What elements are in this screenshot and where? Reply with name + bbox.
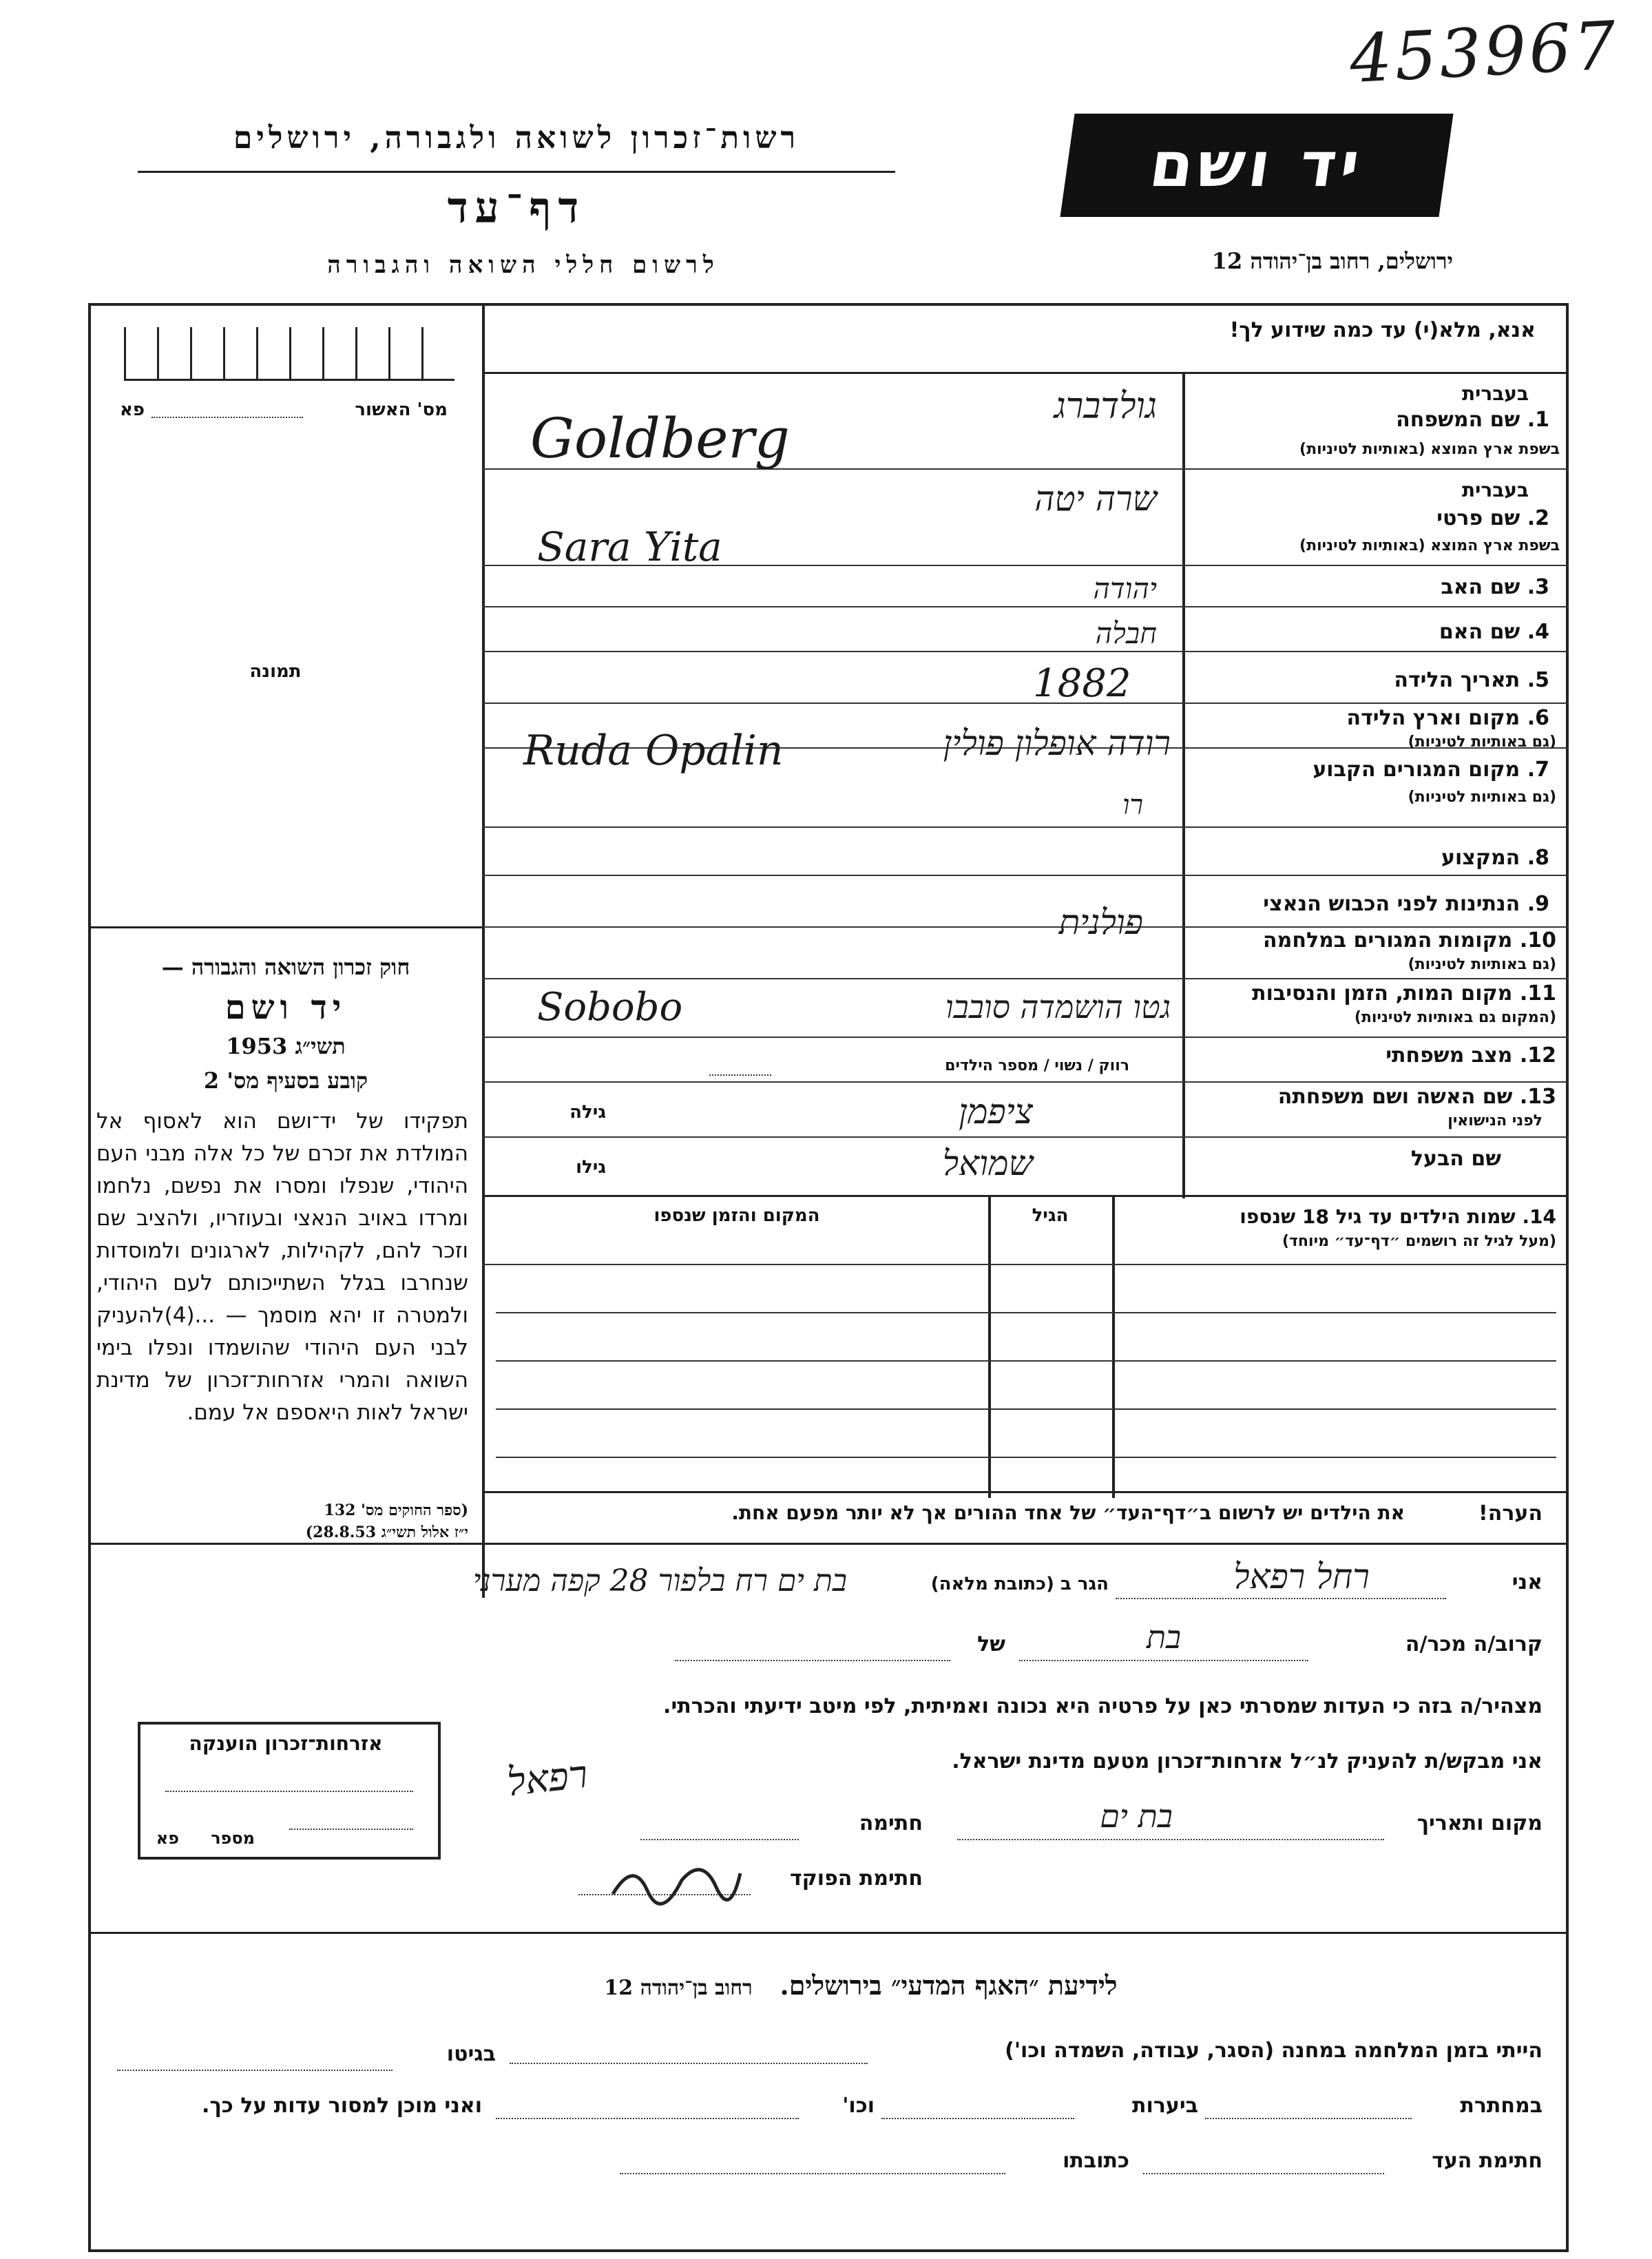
- place-date-value: בת ים: [1100, 1798, 1173, 1835]
- law-name: יד ושם: [224, 988, 347, 1027]
- field-1-hebrew-tag: בעברית: [1461, 382, 1529, 405]
- field-13-value: ציפמן: [959, 1092, 1033, 1132]
- field-4-label: [1184, 620, 1549, 644]
- field-4-value: חבלה: [1095, 616, 1157, 650]
- law-year: תשי״ג 1953: [226, 1033, 346, 1059]
- field-12-name: מצב משפחתי: [1386, 1043, 1513, 1068]
- logo-text: יד ושם: [1145, 129, 1368, 201]
- children-col-divider: [1112, 1195, 1115, 1498]
- wife-age-label: גילה: [569, 1102, 606, 1123]
- signature-label: חתימה: [859, 1811, 923, 1835]
- header-underline: [138, 171, 895, 173]
- field-9-label: [1184, 892, 1549, 916]
- row-sep: [482, 606, 1569, 607]
- field-7-name: מקום המגורים הקבוע: [1313, 758, 1520, 782]
- footer-line3a: חתימת העד: [1432, 2149, 1543, 2173]
- field-12-label: [1184, 1043, 1556, 1068]
- field-6-value-hebrew: רודה אופלון פולין: [943, 723, 1171, 763]
- children-place-header: המקום והזמן שנספו: [654, 1205, 820, 1226]
- field-8-num: 8.: [1527, 846, 1549, 870]
- field-2-name: שם פרטי: [1436, 506, 1520, 530]
- law-reference-1: (ספר החוקים מס' 132: [324, 1501, 468, 1519]
- field-1-value-hebrew: גולדברג: [1054, 386, 1157, 427]
- law-text: תפקידו של יד־ושם הוא לאסוף אל המולדת את זכרם של כל אלה מבני העם היהודי, שנפלו ומסרו את נפשם, נלחמו ומרדו באויב הנאצי ובעוזריו, ולהציב שם וזכר להם, לקהילות, לארגונים ולמוסדות שנחרבו בגלל השתייכותם לעם היהודי, ולמטרה זו יהא מוסמך — ...(4)להעניק לבני העם היהודי שהושמדו ונפלו בימי השואה והמרי אזרחות־זכרון של מדינת ישראל לאות היאספם אל עמם.: [96, 1109, 468, 1425]
- decl-i-label: אני: [1512, 1570, 1543, 1594]
- field-2-value-latin: Sara Yita: [537, 523, 722, 570]
- footer-line2c-blank: [496, 2118, 799, 2119]
- field-2-hebrew-tag: בעברית: [1461, 479, 1529, 501]
- field-7-value: רו: [1122, 789, 1143, 821]
- authority-name: רשות־זכרון לשואה ולגבורה, ירושלים: [233, 121, 800, 156]
- relation-label: קרוב/ה מכר/ה: [1405, 1632, 1543, 1656]
- field-5-value: 1882: [1033, 661, 1131, 706]
- children-row-line: [496, 1312, 1556, 1313]
- children-row-line: [496, 1408, 1556, 1410]
- footer-top-line: [88, 1932, 1569, 1934]
- request-text: אני מבקש/ת להעניק לנ״ל אזרחות־זכרון מטעם מדינת ישראל.: [952, 1749, 1543, 1773]
- children-row-line: [496, 1360, 1556, 1362]
- field-6-label: [1184, 706, 1549, 730]
- note-bottom-line: [88, 1543, 1569, 1545]
- field-1-label: [1184, 408, 1549, 432]
- husband-value: שמואל: [942, 1143, 1033, 1183]
- field-3-value: יהודה: [1093, 572, 1157, 605]
- citizenship-number-label: מספר: [211, 1829, 255, 1848]
- place-date-label: מקום ותאריך: [1416, 1811, 1543, 1835]
- row-sep: [482, 1195, 1569, 1197]
- row-sep: [482, 978, 1569, 979]
- footer-line2b: ביערות: [1132, 2094, 1198, 2118]
- field-11-num: 11.: [1519, 981, 1556, 1006]
- field-9-value: פולנית: [1058, 902, 1143, 942]
- children-num: 14.: [1522, 1205, 1556, 1228]
- intro-text: אנא, מלא(י) עד כמה שידוע לך!: [1229, 318, 1536, 342]
- row-sep: [482, 1136, 1569, 1138]
- signature-value: רפאל: [505, 1752, 590, 1805]
- address-value: בת ים רח בלפור 28 קפה מערני: [472, 1563, 847, 1599]
- law-title: חוק זכרון השואה והגבורה —: [161, 954, 410, 980]
- relation-value: בת: [1146, 1618, 1182, 1656]
- note-label: הערה!: [1478, 1501, 1543, 1526]
- approval-boxes: [124, 327, 454, 381]
- children-label: [1116, 1205, 1556, 1228]
- citizenship-line: [289, 1829, 413, 1830]
- citizenship-number-suffix: פא: [156, 1829, 179, 1848]
- field-4-num: 4.: [1527, 620, 1549, 644]
- row-sep: [482, 1037, 1569, 1038]
- field-12-num: 12.: [1519, 1043, 1556, 1068]
- field-10-name: מקומות המגורים במלחמה: [1263, 928, 1513, 952]
- field-6-value-latin: Ruda Opalin: [523, 727, 784, 775]
- footer-line2d: ואני מוכן למסור עדות על כך.: [202, 2094, 482, 2118]
- row-sep: [482, 875, 1569, 876]
- row-sep: [482, 1081, 1569, 1083]
- field-11-name: מקום המות, הזמן והנסיבות: [1252, 981, 1513, 1006]
- signature-line: [640, 1839, 799, 1840]
- field-7-label: [1184, 758, 1549, 782]
- footer-line2c: וכו': [842, 2094, 875, 2118]
- citizenship-title: אזרחות־זכרון הוענקה: [189, 1732, 383, 1755]
- field-11-sub: (המקום גם באותיות לטיניות): [1354, 1009, 1556, 1026]
- field-9-num: 9.: [1527, 892, 1549, 916]
- witness-name: רחל רפאל: [1233, 1557, 1370, 1596]
- note-text: את הילדים יש לרשום ב״דף־העד״ של אחד ההורים אך לא יותר מפעם אחת.: [731, 1501, 1405, 1524]
- field-2-num: 2.: [1527, 506, 1549, 530]
- law-reference-2: י״ז אלול תשי״ג 28.8.53): [305, 1523, 468, 1541]
- header-address: ירושלים, רחוב בן־יהודה 12: [1211, 248, 1453, 274]
- footer-line1-blank: [510, 2063, 868, 2064]
- field-11-label: [1184, 981, 1556, 1006]
- footer-line3b-blank: [620, 2173, 1005, 2174]
- field-5-num: 5.: [1527, 668, 1549, 692]
- residing-label: הגר ב (כתובת מלאה): [930, 1574, 1109, 1594]
- footer-line3b: כתובתו: [1063, 2149, 1129, 2173]
- field-5-label: [1184, 668, 1549, 692]
- approval-number-label: מס' האשור: [355, 399, 448, 420]
- footer-line1a: הייתי בזמן המלחמה במחנה (הסגר, עבודה, השמדה וכו'): [1005, 2039, 1543, 2063]
- field-1-name: שם המשפחה: [1396, 408, 1520, 432]
- statement-text: מצהיר/ה בזה כי העדות שמסרתי כאן על פרטיה היא נכונה ואמיתית, לפי מיטב ידיעתי והכרתי.: [663, 1694, 1543, 1718]
- law-clause: קובע בסעיף מס' 2: [203, 1068, 368, 1094]
- row-sep: [482, 826, 1569, 828]
- field-12-sub: רווק / נשוי / מספר הילדים: [945, 1057, 1129, 1074]
- officer-signature-icon: [606, 1853, 744, 1908]
- field-10-num: 10.: [1519, 928, 1556, 952]
- yad-vashem-logo: [1060, 114, 1453, 217]
- field-7-sub: (גם באותיות לטיניות): [1408, 789, 1556, 806]
- field-10-sub: (גם באותיות לטיניות): [1408, 956, 1556, 973]
- relation-line: [1019, 1660, 1308, 1661]
- approval-number-line: [151, 417, 303, 418]
- place-date-line: [957, 1839, 1384, 1840]
- field-3-num: 3.: [1527, 575, 1549, 599]
- field-9-name: הנתינות לפני הכבוש הנאצי: [1263, 892, 1520, 916]
- photo-label: תמונה: [249, 661, 302, 682]
- footer-title: [482, 1970, 1240, 2001]
- field-13-label: [1184, 1085, 1556, 1109]
- field-13-name: שם האשה ושם משפחתה: [1277, 1085, 1513, 1109]
- row-sep: [482, 651, 1569, 652]
- field-6-name: מקום וארץ הלידה: [1346, 706, 1520, 730]
- form-title: דף־עד: [447, 183, 586, 233]
- of-label: של: [977, 1632, 1005, 1656]
- children-row-line: [496, 1457, 1556, 1458]
- field-8-label: [1184, 846, 1549, 870]
- field-11-value-hebrew: גטו הושמדה סובבו: [945, 988, 1171, 1026]
- intro-underline: [482, 372, 1569, 374]
- field-1-num: 1.: [1527, 408, 1549, 432]
- footer-line2b-blank: [881, 2118, 1074, 2119]
- children-title: שמות הילדים עד גיל 18 שנספו: [1240, 1205, 1516, 1228]
- field-13-sub: לפני הנישואין: [1447, 1112, 1543, 1130]
- field-10-label: [1184, 928, 1556, 952]
- footer-line2a: במחתרת: [1460, 2094, 1543, 2118]
- field-13-num: 13.: [1519, 1085, 1556, 1109]
- husband-age-label: גילו: [576, 1157, 606, 1178]
- field-5-name: תאריך הלידה: [1394, 668, 1520, 692]
- officer-signature-label: חתימת הפוקד: [790, 1866, 923, 1891]
- children-col-divider: [988, 1195, 991, 1498]
- of-line: [675, 1660, 950, 1661]
- footer-title-text: לידיעת ״האגף המדעי״ בירושלים.: [780, 1970, 1118, 2001]
- form-subtitle: לרשום חללי השואה והגבורה: [327, 251, 720, 279]
- footer-line3a-blank: [1143, 2173, 1384, 2174]
- field-1-value-latin: Goldberg: [530, 406, 790, 470]
- children-header-sep: [482, 1264, 1569, 1265]
- husband-label: שם הבעל: [1410, 1147, 1501, 1171]
- children-sub: (מעל לגיל זה רושמים ״דף־עד״ מיוחד): [1282, 1233, 1556, 1250]
- field-12-children-line: [709, 1074, 771, 1076]
- field-3-label: [1184, 575, 1549, 599]
- field-2-value-hebrew: שרה יטה: [1034, 479, 1157, 519]
- field-4-name: שם האם: [1439, 620, 1520, 644]
- field-6-sub: (גם באותיות לטיניות): [1408, 733, 1556, 751]
- document-number: 453967: [1348, 6, 1621, 98]
- citizenship-line: [165, 1791, 413, 1792]
- law-top-line: [88, 926, 483, 928]
- footer-address: רחוב בן־יהודה 12: [604, 1976, 753, 2000]
- field-1-sub: בשפת ארץ המוצא (באותיות לטיניות): [1299, 441, 1560, 458]
- officer-signature-scribble: [606, 1853, 744, 1908]
- footer-line2a-blank: [1205, 2118, 1412, 2119]
- field-2-sub: בשפת ארץ המוצא (באותיות לטיניות): [1299, 537, 1560, 554]
- field-2-label: [1184, 506, 1549, 530]
- footer-line1b: בגיטו: [446, 2042, 496, 2066]
- children-age-header: הגיל: [1032, 1205, 1069, 1226]
- note-top-line: [482, 1491, 1569, 1493]
- field-3-name: שם האב: [1441, 575, 1520, 599]
- left-column-divider: [482, 303, 485, 1598]
- field-6-num: 6.: [1527, 706, 1549, 730]
- witness-name-line: [1116, 1598, 1446, 1599]
- approval-number-suffix: פא: [119, 399, 145, 420]
- field-7-num: 7.: [1527, 758, 1549, 782]
- row-sep: [482, 702, 1569, 704]
- field-8-name: המקצוע: [1441, 846, 1520, 870]
- footer-line1b-blank: [117, 2070, 393, 2071]
- field-11-value-latin: Sobobo: [537, 985, 683, 1030]
